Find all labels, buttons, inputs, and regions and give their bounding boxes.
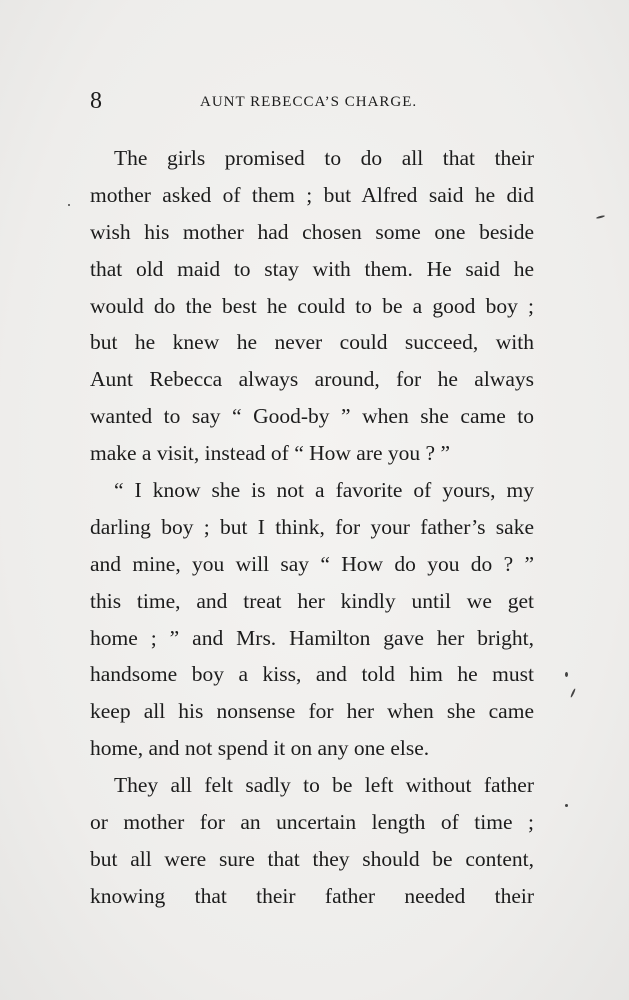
text-line: but all were sure that they should be content,: [90, 846, 534, 871]
text-line: mother asked of them ; but Alfred said he did: [90, 182, 534, 207]
text-line: home ; ” and Mrs. Hamilton gave her bright,: [90, 625, 534, 650]
running-head: AUNT REBECCA’S CHARGE.: [200, 94, 418, 110]
paper-speck: [570, 688, 576, 698]
text-line: keep all his nonsense for her when she came: [90, 699, 534, 724]
text-line: or mother for an uncertain length of time ;: [90, 810, 534, 835]
text-line: darling boy ; but I think, for your father’s sake: [90, 514, 534, 539]
paper-speck: [565, 804, 568, 807]
page-number: 8: [90, 88, 102, 114]
text-line: would do the best he could to be a good boy ;: [90, 293, 534, 318]
paper-speck: [68, 204, 70, 206]
paper-speck: [596, 215, 605, 219]
text-line: “ I know she is not a favorite of yours, my: [114, 478, 534, 503]
text-line: They all felt sadly to be left without father: [114, 773, 534, 798]
text-line: handsome boy a kiss, and told him he must: [90, 662, 534, 687]
text-line: Aunt Rebecca always around, for he always: [90, 367, 534, 392]
text-line: home, and not spend it on any one else.: [90, 736, 430, 761]
text-line: but he knew he never could succeed, with: [90, 330, 534, 355]
text-line: this time, and treat her kindly until we get: [90, 588, 534, 613]
text-line: wish his mother had chosen some one beside: [90, 219, 534, 244]
text-line: knowing that their father needed their: [90, 883, 534, 908]
body-text: [90, 140, 534, 915]
paper-speck: [565, 672, 568, 677]
page-header: [90, 86, 530, 116]
text-line: that old maid to stay with them. He said he: [90, 256, 534, 281]
text-line: make a visit, instead of “ How are you ? ”: [90, 441, 450, 466]
text-line: The girls promised to do all that their: [114, 146, 534, 170]
text-line: wanted to say “ Good-by ” when she came to: [90, 404, 534, 429]
text-line: and mine, you will say “ How do you do ? ”: [90, 551, 534, 576]
